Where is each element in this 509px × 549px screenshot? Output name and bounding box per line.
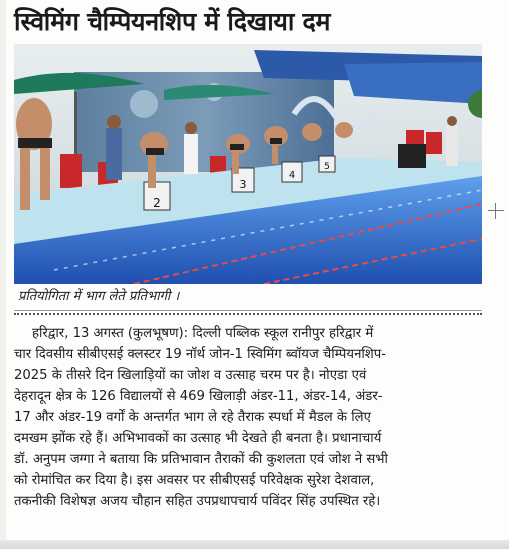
article-photo bbox=[14, 44, 482, 284]
red-chair bbox=[426, 132, 442, 154]
swimming-pool-photo bbox=[14, 44, 482, 284]
crosshair-cursor-icon bbox=[488, 203, 504, 219]
page-edge bbox=[0, 0, 6, 549]
lane-number: 2 bbox=[153, 196, 161, 210]
official-head bbox=[447, 116, 457, 126]
body-line: दमखम झोंक रहे हैं। अभिभावकों का उत्साह भी देखते ही बनता है। प्रधानाचार्य bbox=[14, 431, 382, 446]
mural-bubble bbox=[130, 90, 158, 118]
body-line: 2025 के तीसरे दिन खिलाड़ियों का जोश व उत्साह चरम पर है। नोएडा एवं bbox=[14, 368, 367, 383]
divider bbox=[14, 313, 482, 315]
next-article-edge bbox=[0, 540, 509, 549]
body-line: तकनीकी विशेषज्ञ अजय चौहान सहित उपप्रधापचार्य पविंदर सिंह उपस्थित रहे। bbox=[14, 494, 381, 509]
lane-number: 4 bbox=[288, 170, 296, 181]
official-head bbox=[185, 122, 197, 134]
photo-caption: प्रतियोगिता में भाग लेते प्रतिभागी । bbox=[18, 289, 180, 304]
body-line: को रोमांचित कर दिया है। इस अवसर पर सीबीएसई परिवेक्षक सुरेश देशवाल, bbox=[14, 473, 375, 488]
lane-number: 5 bbox=[324, 162, 330, 172]
lane-number: 3 bbox=[239, 178, 247, 191]
official-figure bbox=[184, 134, 198, 174]
body-line: देहरादून क्षेत्र के 126 विद्यालयों से 469 खिलाड़ी अंडर-11, अंडर-14, अंडर- bbox=[14, 389, 383, 404]
article-headline: स्विमिंग चैम्पियनशिप में दिखाया दम bbox=[14, 7, 331, 36]
official-figure bbox=[446, 126, 458, 166]
black-chair bbox=[398, 144, 426, 168]
body-line: हरिद्वार, 13 अगस्त (कुलभूषण): दिल्ली पब्लिक स्कूल रानीपुर हरिद्वार में bbox=[32, 326, 374, 341]
official-head bbox=[107, 115, 121, 129]
official-figure bbox=[106, 128, 122, 180]
body-line: डॉ. अनुपम जग्गा ने बताया कि प्रतिभावान तैराकों की कुशलता एवं जोश ने सभी bbox=[14, 452, 388, 467]
body-line: चार दिवसीय सीबीएसई क्लस्टर 19 नॉर्थ जोन-1 स्विमिंग ब्वॉयज चैम्पियनशिप- bbox=[14, 347, 387, 362]
article-body bbox=[14, 323, 484, 512]
red-chair bbox=[60, 154, 82, 188]
body-line: 17 और अंडर-19 वर्गों के अन्तर्गत भाग ले रहे तैराक स्पर्धा में मैडल के लिए bbox=[14, 410, 371, 425]
photo-caption-box bbox=[14, 284, 482, 311]
